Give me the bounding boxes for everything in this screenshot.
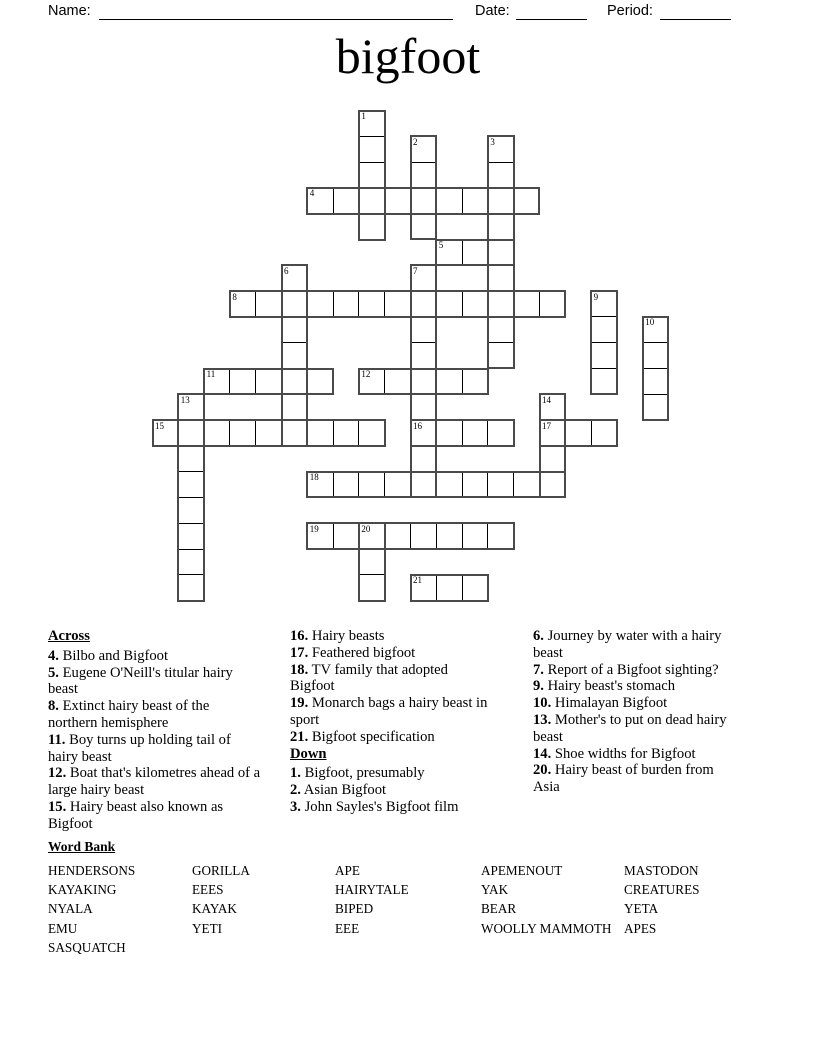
grid-cell[interactable] bbox=[462, 368, 489, 395]
cell-number: 11 bbox=[206, 369, 216, 379]
clue-number: 3. bbox=[290, 798, 301, 815]
word-bank-column bbox=[192, 861, 250, 938]
clue-text: Asian Bigfoot bbox=[300, 782, 387, 799]
grid-cell[interactable] bbox=[591, 316, 618, 343]
grid-cell[interactable] bbox=[436, 187, 463, 214]
grid-cell[interactable] bbox=[358, 136, 385, 163]
cell-number: 9 bbox=[593, 291, 599, 302]
grid-cell[interactable] bbox=[358, 471, 385, 498]
grid-cell[interactable] bbox=[333, 187, 360, 214]
clue-text: Hairy beasts bbox=[308, 628, 385, 644]
word-bank-item: KAYAK bbox=[192, 901, 237, 917]
clue-number: 4. bbox=[48, 647, 59, 664]
clue-text: Himalayan Bigfoot bbox=[551, 695, 668, 712]
clue-number: 17. bbox=[290, 644, 309, 661]
clue-header: Down bbox=[290, 745, 327, 762]
clue-text: Boy turns up holding tail of hairy beast bbox=[48, 731, 231, 765]
cell-number: 14 bbox=[542, 394, 551, 405]
word-bank-item: GORILLA bbox=[192, 863, 250, 878]
clue-number: 19. bbox=[290, 695, 309, 712]
word-bank-item: APE bbox=[335, 863, 360, 878]
grid-cell[interactable] bbox=[281, 394, 308, 421]
grid-cell[interactable] bbox=[358, 368, 385, 395]
grid-cell[interactable] bbox=[565, 420, 592, 447]
grid-cell[interactable] bbox=[462, 420, 489, 447]
grid-cell[interactable] bbox=[178, 497, 205, 524]
clue-item bbox=[290, 765, 495, 782]
clue-text: Monarch bags a hairy beast in sport bbox=[290, 695, 488, 728]
clue-text: Eugene O'Neill's titular hairy beast bbox=[48, 664, 233, 698]
grid-cell[interactable] bbox=[307, 291, 334, 318]
grid-cell[interactable] bbox=[642, 394, 669, 421]
grid-cell[interactable] bbox=[384, 291, 411, 318]
clue-item bbox=[48, 698, 261, 732]
grid-cell[interactable] bbox=[281, 265, 308, 292]
clue-number: 9. bbox=[533, 678, 544, 695]
grid-cell[interactable] bbox=[255, 420, 282, 447]
clue-item bbox=[48, 732, 261, 766]
clue-item bbox=[290, 799, 495, 816]
grid-cell[interactable] bbox=[539, 420, 566, 447]
clue-item bbox=[290, 662, 495, 696]
grid-cell[interactable] bbox=[410, 574, 437, 601]
grid-cell[interactable] bbox=[358, 549, 385, 576]
grid-cell[interactable] bbox=[333, 523, 360, 550]
grid-cell[interactable] bbox=[436, 239, 463, 266]
grid-cell[interactable] bbox=[410, 420, 437, 447]
grid-cell[interactable] bbox=[410, 368, 437, 395]
grid-cell[interactable] bbox=[307, 368, 334, 395]
grid-cell[interactable] bbox=[178, 574, 205, 601]
grid-cell[interactable] bbox=[307, 471, 334, 498]
grid-cell[interactable] bbox=[591, 420, 618, 447]
clue-text: Mother's to put on dead hairy beast bbox=[533, 711, 727, 745]
clue-item bbox=[533, 662, 739, 679]
grid-cell[interactable] bbox=[539, 445, 566, 472]
grid-cell[interactable] bbox=[255, 291, 282, 318]
word-bank-item: WOOLLY MAMMOTH bbox=[481, 920, 612, 936]
cell-number: 10 bbox=[645, 317, 655, 328]
grid-cell[interactable] bbox=[539, 394, 566, 421]
cell-number: 17 bbox=[542, 420, 551, 431]
word-bank-column bbox=[481, 861, 611, 938]
word-bank-item: EEE bbox=[335, 920, 360, 936]
clue-number: 6. bbox=[533, 628, 544, 644]
grid-cell[interactable] bbox=[410, 291, 437, 318]
grid-cell[interactable] bbox=[384, 187, 411, 214]
grid-cell[interactable] bbox=[436, 291, 463, 318]
grid-cell[interactable] bbox=[642, 342, 669, 369]
clue-item bbox=[48, 665, 261, 699]
clue-number: 11. bbox=[48, 731, 66, 748]
clue-column-right bbox=[533, 628, 739, 796]
grid-cell[interactable] bbox=[462, 574, 489, 601]
grid-cell[interactable] bbox=[358, 574, 385, 601]
grid-cell[interactable] bbox=[410, 265, 437, 292]
clue-text: Bigfoot, presumably bbox=[300, 765, 425, 782]
grid-cell[interactable] bbox=[410, 213, 437, 240]
grid-cell[interactable] bbox=[410, 162, 437, 189]
grid-cell[interactable] bbox=[333, 291, 360, 318]
clue-text: Shoe widths for Bigfoot bbox=[551, 745, 696, 762]
word-bank-item: SASQUATCH bbox=[48, 939, 126, 955]
grid-cell[interactable] bbox=[487, 471, 514, 498]
clue-text: Bigfoot specification bbox=[308, 728, 435, 745]
clue-text: Journey by water with a hairy beast bbox=[533, 628, 722, 661]
grid-cell[interactable] bbox=[462, 471, 489, 498]
grid-cell[interactable] bbox=[410, 394, 437, 421]
clue-text: Hairy beast also known as Bigfoot bbox=[48, 798, 224, 832]
clue-header: Across bbox=[48, 628, 90, 644]
grid-cell[interactable] bbox=[462, 291, 489, 318]
cell-number: 6 bbox=[284, 265, 289, 276]
word-bank-item: HENDERSONS bbox=[48, 863, 136, 878]
grid-cell[interactable] bbox=[539, 291, 566, 318]
grid-cell[interactable] bbox=[281, 342, 308, 369]
grid-cell[interactable] bbox=[281, 368, 308, 395]
clue-number: 7. bbox=[533, 661, 544, 678]
grid-cell[interactable] bbox=[333, 420, 360, 447]
word-bank-item: EMU bbox=[48, 920, 78, 936]
grid-cell[interactable] bbox=[358, 420, 385, 447]
word-bank-item: HAIRYTALE bbox=[335, 882, 409, 898]
grid-cell[interactable] bbox=[462, 187, 489, 214]
grid-cell[interactable] bbox=[204, 420, 231, 447]
cell-number: 21 bbox=[413, 575, 422, 586]
clue-number: 10. bbox=[533, 695, 552, 712]
grid-cell[interactable] bbox=[410, 136, 437, 163]
grid-cell[interactable] bbox=[513, 471, 540, 498]
cell-number: 2 bbox=[413, 136, 418, 147]
grid-cell[interactable] bbox=[487, 291, 514, 318]
clue-number: 20. bbox=[533, 762, 552, 779]
cell-number: 5 bbox=[438, 240, 444, 250]
grid-cell[interactable] bbox=[178, 471, 205, 498]
grid-cell[interactable] bbox=[642, 368, 669, 395]
grid-cell[interactable] bbox=[333, 471, 360, 498]
cell-number: 4 bbox=[309, 188, 315, 199]
word-bank-item: BEAR bbox=[481, 901, 517, 917]
grid-cell[interactable] bbox=[358, 110, 385, 137]
word-bank-item: YAK bbox=[481, 882, 509, 898]
clue-number: 2. bbox=[290, 782, 301, 799]
grid-cell[interactable] bbox=[229, 291, 256, 318]
grid-cell[interactable] bbox=[591, 291, 618, 318]
word-bank-column bbox=[624, 861, 699, 938]
clue-text: TV family that adopted Bigfoot bbox=[290, 661, 448, 695]
word-bank-column bbox=[48, 861, 135, 957]
grid-cell[interactable] bbox=[436, 574, 463, 601]
clue-number: 1. bbox=[290, 765, 301, 782]
grid-cell[interactable] bbox=[178, 549, 205, 576]
grid-cell[interactable] bbox=[281, 316, 308, 343]
word-bank-item: BIPED bbox=[335, 901, 374, 917]
clue-item bbox=[533, 712, 739, 746]
grid-cell[interactable] bbox=[358, 187, 385, 214]
clue-number: 5. bbox=[48, 664, 59, 681]
clue-number: 18. bbox=[290, 661, 309, 678]
clue-item bbox=[533, 628, 739, 662]
grid-cell[interactable] bbox=[487, 187, 514, 214]
grid-cell[interactable] bbox=[384, 523, 411, 550]
clue-item bbox=[533, 695, 739, 712]
grid-cell[interactable] bbox=[384, 368, 411, 395]
grid-cell[interactable] bbox=[539, 471, 566, 498]
clue-item bbox=[48, 648, 261, 665]
period-label: Period: bbox=[607, 3, 653, 19]
clue-text: Bilbo and Bigfoot bbox=[58, 647, 169, 664]
date-label: Date: bbox=[475, 3, 510, 19]
clue-text: Hairy beast's stomach bbox=[543, 678, 676, 695]
cell-number: 18 bbox=[309, 472, 319, 483]
grid-cell[interactable] bbox=[436, 471, 463, 498]
clue-item bbox=[48, 799, 261, 833]
grid-cell[interactable] bbox=[462, 239, 489, 266]
grid-cell[interactable] bbox=[487, 342, 514, 369]
clue-item bbox=[290, 729, 495, 746]
grid-cell[interactable] bbox=[358, 213, 385, 240]
cell-number: 16 bbox=[413, 420, 422, 431]
clue-item bbox=[290, 645, 495, 662]
cell-number: 20 bbox=[361, 523, 371, 534]
clue-item bbox=[290, 695, 495, 729]
clue-item bbox=[533, 746, 739, 763]
grid-cell[interactable] bbox=[358, 291, 385, 318]
clue-text: John Sayles's Bigfoot film bbox=[300, 798, 459, 815]
clue-number: 14. bbox=[533, 745, 552, 762]
clue-item bbox=[290, 782, 495, 799]
grid-cell[interactable] bbox=[410, 471, 437, 498]
grid-cell[interactable] bbox=[591, 342, 618, 369]
clue-text: Report of a Bigfoot sighting? bbox=[543, 661, 719, 678]
grid-cell[interactable] bbox=[178, 445, 205, 472]
word-bank-column bbox=[335, 861, 409, 938]
word-bank-header: Word Bank bbox=[48, 839, 116, 854]
clue-number: 21. bbox=[290, 728, 309, 745]
word-bank-item: CREATURES bbox=[624, 882, 700, 898]
grid-cell[interactable] bbox=[307, 187, 334, 214]
word-bank-item: NYALA bbox=[48, 901, 93, 917]
cell-number: 1 bbox=[361, 111, 366, 121]
cell-number: 13 bbox=[180, 394, 190, 405]
grid-cell[interactable] bbox=[410, 523, 437, 550]
grid-cell[interactable] bbox=[487, 523, 514, 550]
grid-cell[interactable] bbox=[436, 368, 463, 395]
grid-cell[interactable] bbox=[358, 523, 385, 550]
puzzle-title: bigfoot bbox=[335, 28, 481, 84]
clue-column-left bbox=[48, 628, 261, 833]
cell-number: 15 bbox=[155, 420, 164, 431]
cell-number: 7 bbox=[413, 265, 418, 276]
grid-cell[interactable] bbox=[229, 420, 256, 447]
word-bank-section bbox=[48, 839, 788, 959]
grid-cell[interactable] bbox=[281, 420, 308, 447]
grid-cell[interactable] bbox=[487, 420, 514, 447]
clue-number: 13. bbox=[533, 711, 552, 728]
word-bank-item: YETI bbox=[192, 920, 223, 936]
clue-text: Boat that's kilometres ahead of a large hairy beast bbox=[48, 765, 261, 799]
grid-cell[interactable] bbox=[410, 316, 437, 343]
grid-cell[interactable] bbox=[281, 291, 308, 318]
word-bank-item: KAYAKING bbox=[48, 882, 117, 898]
grid-cell[interactable] bbox=[410, 342, 437, 369]
grid-cell[interactable] bbox=[487, 239, 514, 266]
word-bank-item: MASTODON bbox=[624, 863, 699, 878]
grid-cell[interactable] bbox=[462, 523, 489, 550]
cell-number: 3 bbox=[490, 136, 495, 147]
grid-cell[interactable] bbox=[487, 136, 514, 163]
cell-number: 12 bbox=[361, 369, 371, 379]
grid-cell[interactable] bbox=[178, 420, 205, 447]
grid-cell[interactable] bbox=[307, 420, 334, 447]
clue-item bbox=[48, 765, 261, 799]
word-bank-item: EEES bbox=[192, 882, 224, 898]
clue-column-middle bbox=[290, 628, 495, 816]
word-bank-item: APES bbox=[624, 920, 657, 936]
grid-cell[interactable] bbox=[255, 368, 282, 395]
grid-cell[interactable] bbox=[229, 368, 256, 395]
grid-cell[interactable] bbox=[307, 523, 334, 550]
clue-text: Hairy beast of burden from Asia bbox=[533, 762, 714, 796]
clue-number: 12. bbox=[48, 765, 67, 782]
grid-cell[interactable] bbox=[487, 213, 514, 240]
clue-item bbox=[290, 628, 495, 645]
grid-cell[interactable] bbox=[358, 162, 385, 189]
clue-item bbox=[533, 678, 739, 695]
clue-number: 16. bbox=[290, 628, 309, 644]
cell-number: 8 bbox=[232, 291, 237, 302]
cell-number: 19 bbox=[309, 523, 319, 534]
grid-cell[interactable] bbox=[436, 420, 463, 447]
grid-cell[interactable] bbox=[410, 445, 437, 472]
clue-number: 8. bbox=[48, 698, 59, 715]
clue-text: Feathered bigfoot bbox=[308, 644, 416, 661]
grid-cell[interactable] bbox=[513, 291, 540, 318]
grid-cell[interactable] bbox=[178, 523, 205, 550]
grid-cell[interactable] bbox=[487, 316, 514, 343]
grid-cell[interactable] bbox=[487, 162, 514, 189]
grid-cell[interactable] bbox=[436, 523, 463, 550]
grid-cell[interactable] bbox=[642, 316, 669, 343]
grid-cell[interactable] bbox=[513, 187, 540, 214]
grid-cell[interactable] bbox=[487, 265, 514, 292]
grid-cell[interactable] bbox=[178, 394, 205, 421]
word-bank-item: YETA bbox=[624, 901, 659, 917]
grid-cell[interactable] bbox=[152, 420, 179, 447]
clue-number: 15. bbox=[48, 798, 67, 815]
grid-cell[interactable] bbox=[410, 187, 437, 214]
clue-text: Extinct hairy beast of the northern hemisphere bbox=[48, 698, 210, 731]
name-label: Name: bbox=[48, 3, 91, 19]
word-bank-item: APEMENOUT bbox=[481, 863, 563, 878]
grid-cell[interactable] bbox=[591, 368, 618, 395]
clue-item bbox=[533, 762, 739, 796]
grid-cell[interactable] bbox=[384, 471, 411, 498]
grid-cell[interactable] bbox=[204, 368, 231, 395]
